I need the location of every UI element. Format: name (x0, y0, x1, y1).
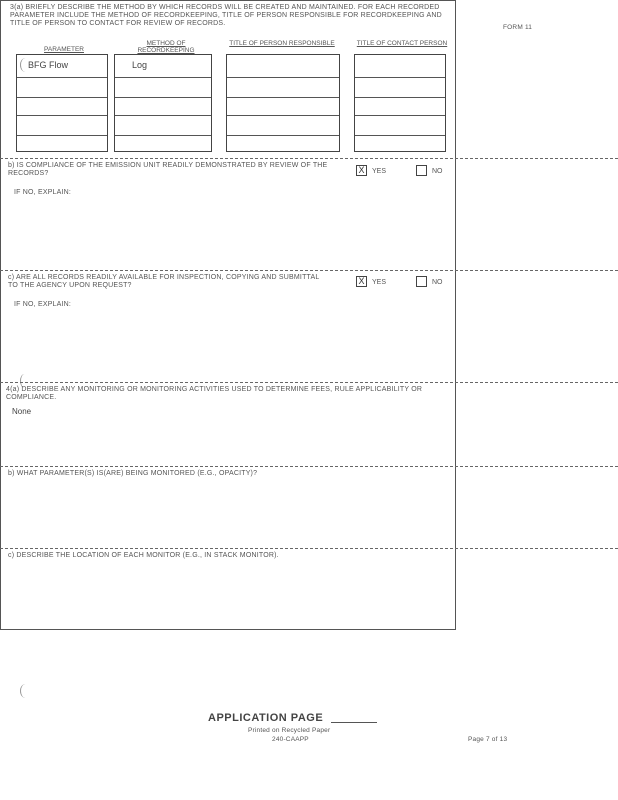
page-mark: FORM 11 (503, 24, 533, 31)
monitoring-section (0, 382, 618, 467)
location-question: c) DESCRIBE THE LOCATION OF EACH MONITOR (E.G., IN STACK MONITOR). (8, 552, 279, 559)
col-header-contact-person: TITLE OF CONTACT PERSON (356, 40, 448, 47)
compliance-yes-label: YES (372, 168, 387, 175)
footer-subtitle: Printed on Recycled Paper (248, 727, 331, 734)
compliance-explain-label: IF NO, EXPLAIN: (14, 189, 72, 196)
compliance-question: b) IS COMPLIANCE OF THE EMISSION UNIT READILY DEMONSTRATED BY REVIEW OF THE RECORDS? (8, 162, 328, 177)
col-header-person-responsible: TITLE OF PERSON RESPONSIBLE (229, 40, 335, 47)
col-header-method: METHOD OF RECORDKEEPING (137, 40, 195, 54)
monitoring-answer: None (12, 407, 32, 416)
col-header-parameter: PARAMETER (44, 46, 84, 53)
scan-mark (20, 684, 31, 698)
records-question: 3(a) BRIEFLY DESCRIBE THE METHOD BY WHICH RECORDS WILL BE CREATED AND MAINTAINED. FOR EACH RECORDED PARAMETER INCLUDE THE METHOD OF RECORDKEEPING, TITLE OF PERSON RESPONSIBLE FOR RECORDKEEPING AND TITLE OF PERSON TO CONTACT FOR REVIEW OF RECORDS. (10, 4, 442, 27)
monitoring-question: 4(a) DESCRIBE ANY MONITORING OR MONITORING ACTIVITIES USED TO DETERMINE FEES, RULE APPLICABILITY OR COMPLIANCE. (6, 386, 423, 401)
parameters-question: b) WHAT PARAMETER(S) IS(ARE) BEING MONITORED (E.G., OPACITY)? (8, 470, 258, 477)
availability-no-label: NO (432, 279, 443, 286)
footer-page-number: Page 7 of 13 (468, 736, 508, 743)
contact-person-column (354, 54, 446, 152)
location-section (0, 548, 618, 629)
compliance-yes-checkbox[interactable]: X (356, 165, 367, 176)
availability-explain-label: IF NO, EXPLAIN: (14, 301, 72, 308)
availability-question: c) ARE ALL RECORDS READILY AVAILABLE FOR INSPECTION, COPYING AND SUBMITTAL TO THE AGENCY UPON REQUEST? (8, 274, 320, 289)
parameters-section (0, 466, 618, 549)
compliance-section (0, 158, 618, 271)
availability-yes-label: YES (372, 279, 387, 286)
availability-no-checkbox[interactable] (416, 276, 427, 287)
compliance-no-checkbox[interactable] (416, 165, 427, 176)
entry-parameter: BFG Flow (28, 60, 69, 70)
footer-underline (331, 722, 377, 723)
entry-method: Log (132, 60, 148, 70)
availability-yes-checkbox[interactable]: X (356, 276, 367, 287)
footer-form-id: 240-CAAPP (272, 736, 309, 743)
footer-title: APPLICATION PAGE (208, 712, 324, 724)
method-column (114, 54, 212, 152)
person-responsible-column (226, 54, 340, 152)
compliance-no-label: NO (432, 168, 443, 175)
availability-section (0, 270, 618, 383)
